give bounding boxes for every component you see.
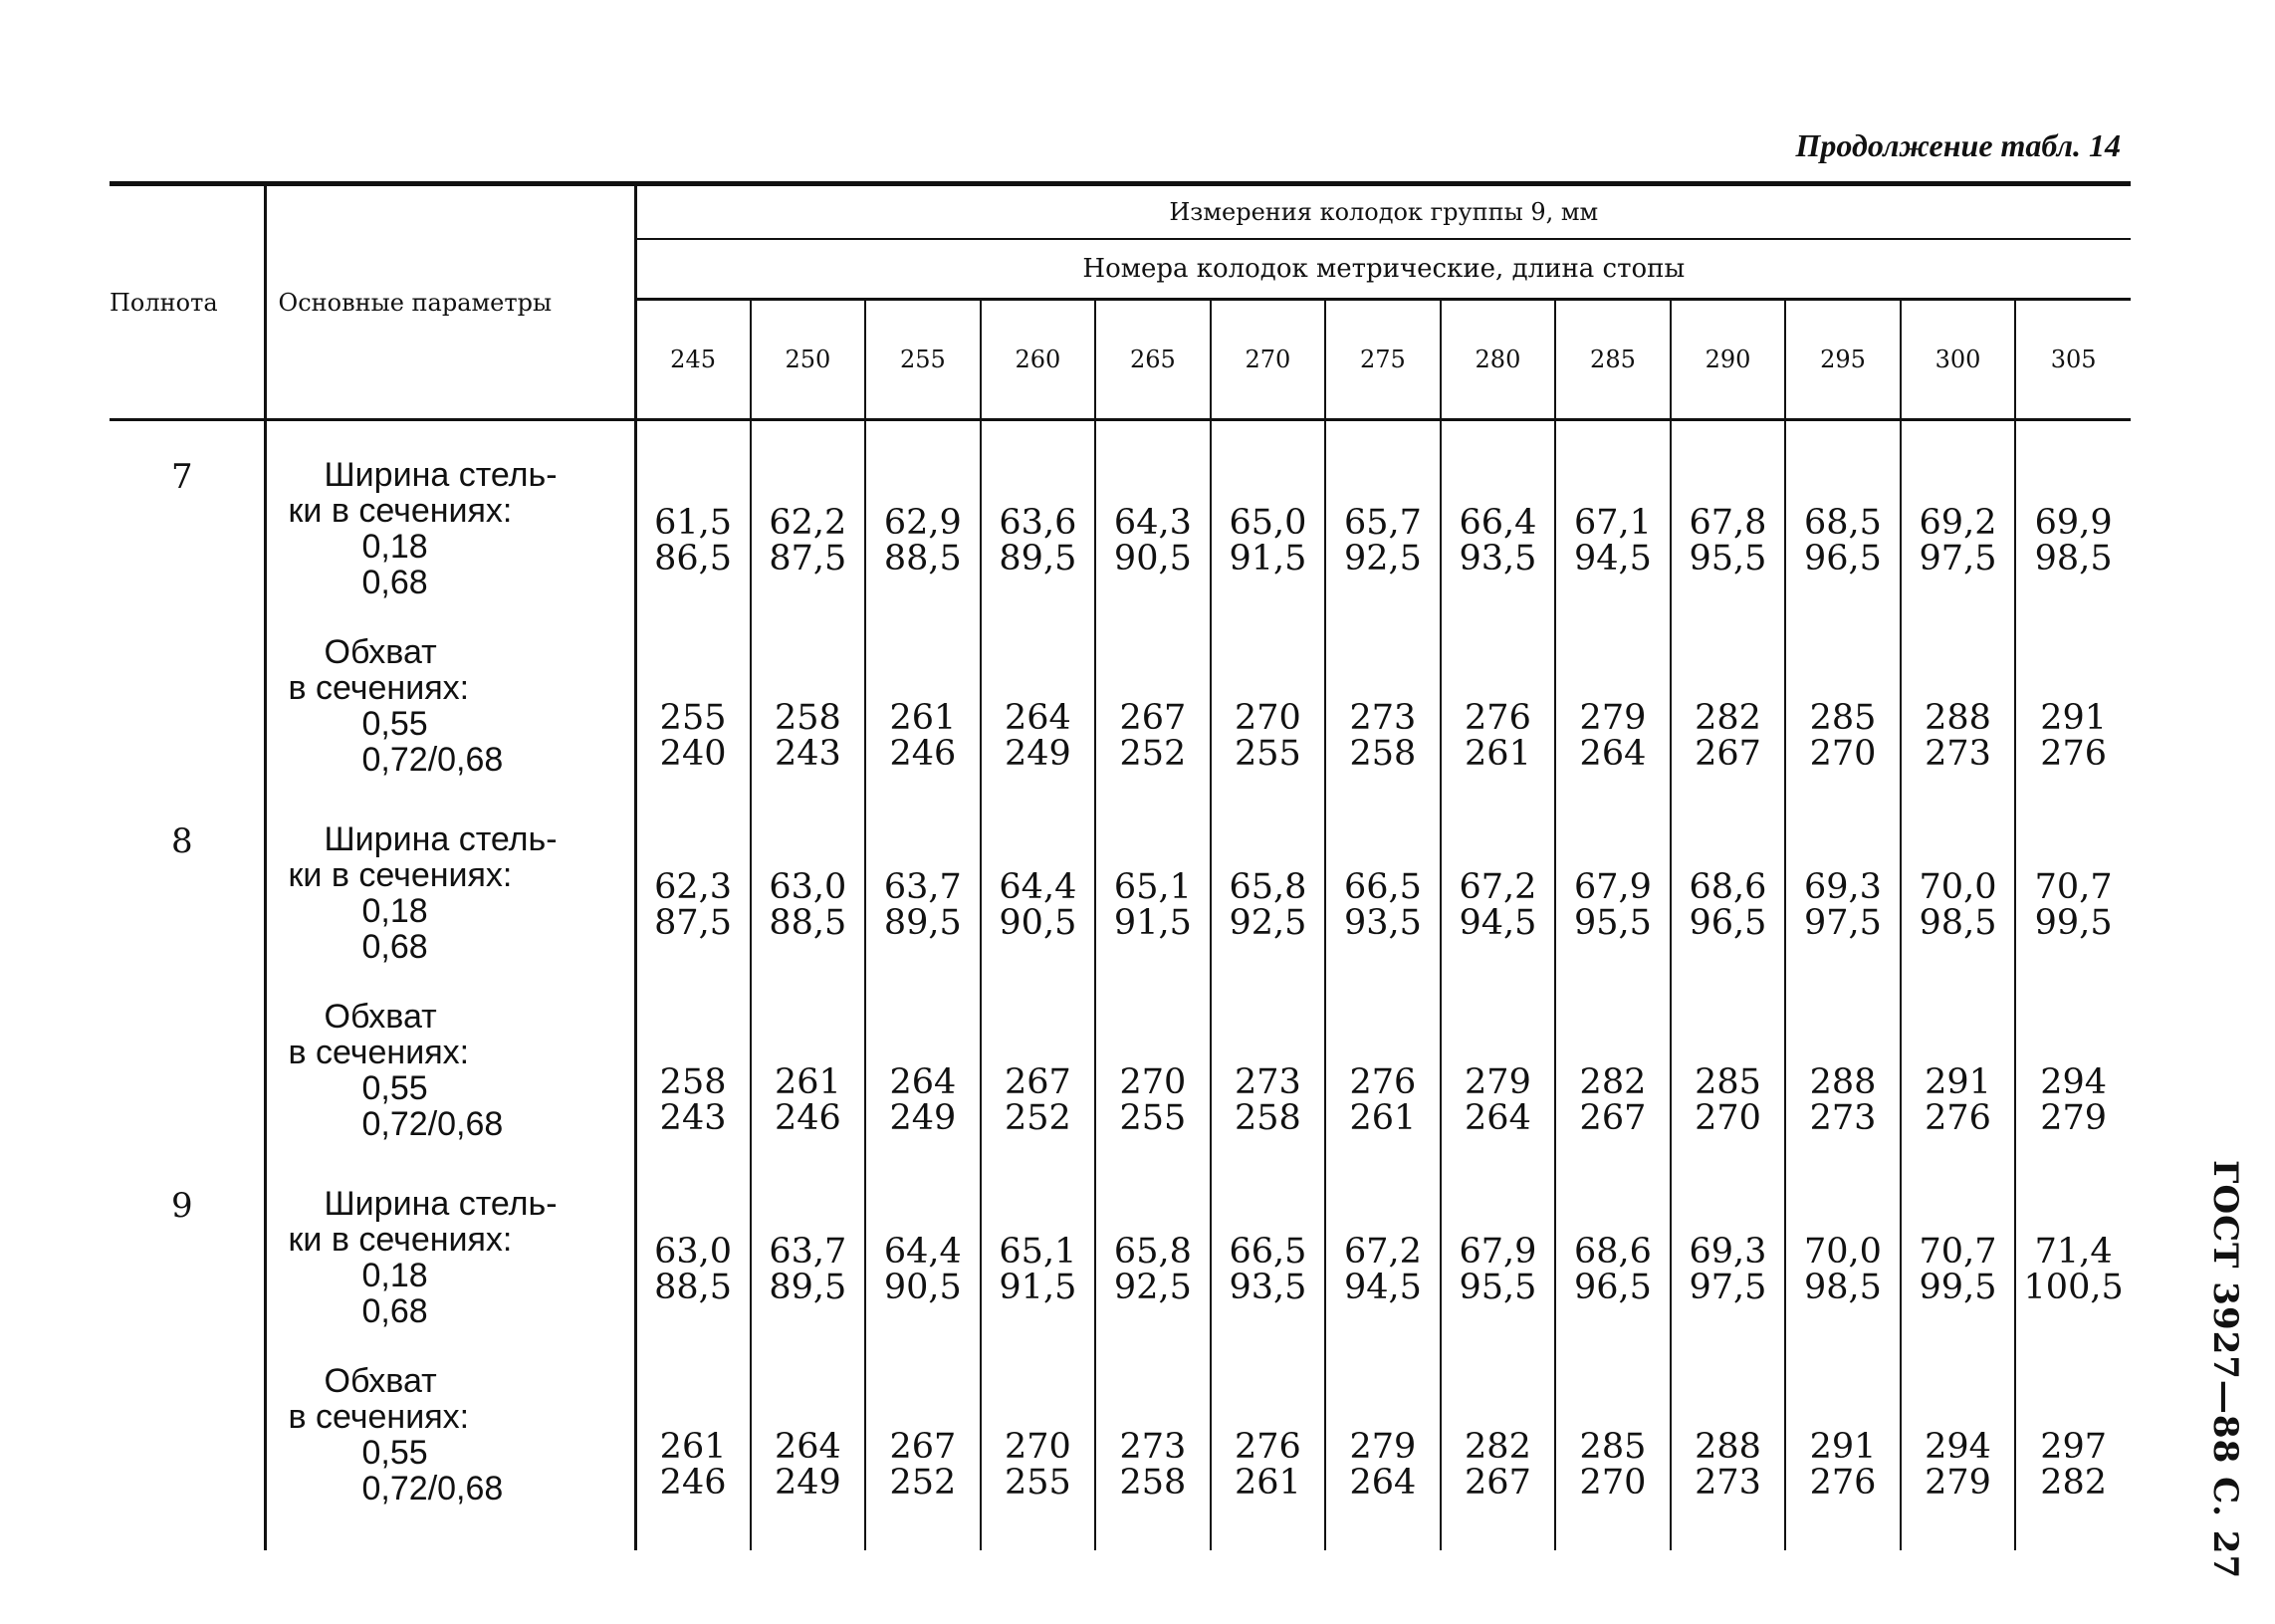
value-text: 261 (1465, 734, 1531, 774)
value-text: 95,5 (1573, 903, 1652, 943)
value-text: 270 (1235, 698, 1301, 738)
value-text: 294 (2040, 1062, 2108, 1102)
value-text: 67,8 (1689, 503, 1767, 543)
value-cell (1441, 634, 1556, 821)
value-text: 67,2 (1459, 867, 1537, 907)
value-text: 267 (1695, 734, 1761, 774)
value-text: 261 (1235, 1463, 1301, 1503)
value-text: 63,0 (769, 867, 847, 907)
value-text: 258 (1235, 1098, 1301, 1138)
value-cell (1555, 1186, 1671, 1363)
value-cell (1325, 420, 1441, 635)
param-line: ки в сечениях: (288, 492, 513, 530)
value-text: 249 (889, 1098, 957, 1138)
param-line: 0,68 (361, 928, 428, 966)
value-text: 98,5 (1804, 1268, 1882, 1307)
header-sub-title: Номера колодок метрические, длина стопы (635, 239, 2131, 300)
value-text: 67,9 (1573, 867, 1652, 907)
size-cell: 290 (1671, 300, 1786, 420)
value-text: 243 (659, 1098, 727, 1138)
value-text: 70,7 (2034, 867, 2113, 907)
param-line: 0,72/0,68 (361, 1105, 504, 1143)
value-text: 70,7 (1919, 1232, 1997, 1272)
value-cell (1441, 821, 1556, 999)
value-cell (1671, 821, 1786, 999)
value-cell (1901, 1363, 2016, 1550)
value-text: 68,6 (1573, 1232, 1652, 1272)
value-text: 96,5 (1573, 1268, 1652, 1307)
value-text: 276 (1235, 1427, 1301, 1467)
value-text: 258 (1119, 1463, 1187, 1503)
value-cell (1671, 420, 1786, 635)
value-cell (1095, 821, 1211, 999)
table-row-width (110, 420, 2131, 635)
value-text: 291 (1925, 1062, 1991, 1102)
value-text: 267 (1119, 698, 1187, 738)
size-cell: 285 (1555, 300, 1671, 420)
value-text: 65,1 (999, 1232, 1077, 1272)
value-text: 288 (1809, 1062, 1877, 1102)
value-text: 276 (1925, 1098, 1991, 1138)
value-cell (981, 634, 1096, 821)
polnota-cell: 8 (110, 821, 265, 1186)
param-width-cell (265, 420, 635, 635)
value-text: 69,2 (1919, 503, 1997, 543)
value-cell (1325, 1186, 1441, 1363)
value-cell (1785, 420, 1901, 635)
value-text: 279 (1349, 1427, 1417, 1467)
value-text: 96,5 (1804, 539, 1882, 579)
value-cell (1325, 821, 1441, 999)
value-text: 264 (889, 1062, 957, 1102)
value-text: 267 (1465, 1463, 1531, 1503)
standard-page-code: ГОСТ 3927—88 С. 27 (2205, 1160, 2245, 1580)
value-text: 98,5 (1919, 903, 1997, 943)
table-row-girth (110, 1363, 2131, 1550)
value-text: 267 (1579, 1098, 1647, 1138)
value-cell (1325, 1363, 1441, 1550)
value-cell (1441, 420, 1556, 635)
value-text: 255 (1119, 1098, 1187, 1138)
value-cell (1785, 1186, 1901, 1363)
value-cell (1211, 1186, 1326, 1363)
value-cell (1901, 1186, 2016, 1363)
value-text: 66,4 (1459, 503, 1537, 543)
value-cell (1555, 1363, 1671, 1550)
value-text: 65,8 (1113, 1232, 1192, 1272)
size-cell: 300 (1901, 300, 2016, 420)
size-cell: 260 (981, 300, 1096, 420)
value-text: 276 (1349, 1062, 1417, 1102)
size-cell: 255 (865, 300, 981, 420)
value-cell (1555, 420, 1671, 635)
value-cell (635, 420, 751, 635)
param-line: 0,18 (361, 528, 428, 566)
value-cell (635, 999, 751, 1186)
value-text: 92,5 (1343, 539, 1422, 579)
value-text: 93,5 (1343, 903, 1422, 943)
value-text: 264 (1465, 1098, 1531, 1138)
value-text: 267 (1004, 1062, 1071, 1102)
size-cell: 305 (2015, 300, 2131, 420)
value-cell (1211, 999, 1326, 1186)
value-text: 68,6 (1689, 867, 1767, 907)
value-text: 63,6 (999, 503, 1077, 543)
value-text: 67,1 (1573, 503, 1652, 543)
size-cell: 270 (1211, 300, 1326, 420)
value-text: 97,5 (1919, 539, 1997, 579)
value-cell (981, 999, 1096, 1186)
value-text: 255 (1004, 1463, 1071, 1503)
value-text: 71,4 (2034, 1232, 2113, 1272)
value-cell (2015, 1186, 2131, 1363)
value-cell (1671, 1363, 1786, 1550)
value-text: 90,5 (883, 1268, 962, 1307)
value-text: 276 (2040, 734, 2108, 774)
value-cell (981, 821, 1096, 999)
polnota-cell: 9 (110, 1186, 265, 1550)
value-cell (1671, 634, 1786, 821)
value-text: 90,5 (999, 903, 1077, 943)
value-text: 91,5 (1229, 539, 1307, 579)
value-text: 86,5 (654, 539, 733, 579)
value-text: 261 (659, 1427, 727, 1467)
value-cell (865, 821, 981, 999)
value-text: 63,7 (883, 867, 962, 907)
value-text: 97,5 (1689, 1268, 1767, 1307)
header-group-title: Измерения колодок группы 9, мм (635, 184, 2131, 240)
param-line: ки в сечениях: (288, 1221, 513, 1259)
value-cell (1095, 1363, 1211, 1550)
value-cell (1095, 999, 1211, 1186)
value-cell (635, 821, 751, 999)
value-text: 94,5 (1343, 1268, 1422, 1307)
value-text: 98,5 (2034, 539, 2113, 579)
value-cell (865, 634, 981, 821)
value-text: 252 (1119, 734, 1187, 774)
param-line: Ширина стель- (324, 820, 558, 858)
value-text: 282 (1579, 1062, 1647, 1102)
dimensions-table-wrap (110, 181, 2131, 1550)
value-text: 64,3 (1113, 503, 1192, 543)
param-line: в сечениях: (288, 1398, 470, 1436)
param-line: 0,55 (361, 1434, 428, 1472)
value-cell (2015, 1363, 2131, 1550)
value-cell (1441, 1186, 1556, 1363)
value-text: 270 (1809, 734, 1877, 774)
value-cell (751, 1363, 866, 1550)
param-line: 0,18 (361, 1257, 428, 1294)
param-line: 0,68 (361, 564, 428, 601)
value-cell (1555, 821, 1671, 999)
value-text: 279 (1925, 1463, 1991, 1503)
value-text: 94,5 (1459, 903, 1537, 943)
value-text: 69,3 (1689, 1232, 1767, 1272)
value-cell (865, 420, 981, 635)
size-cell: 275 (1325, 300, 1441, 420)
value-text: 88,5 (883, 539, 962, 579)
value-cell (981, 1363, 1096, 1550)
value-cell (1671, 999, 1786, 1186)
value-text: 285 (1579, 1427, 1647, 1467)
value-text: 270 (1004, 1427, 1071, 1467)
value-cell (981, 420, 1096, 635)
value-cell (865, 1363, 981, 1550)
value-text: 88,5 (769, 903, 847, 943)
value-cell (1901, 821, 2016, 999)
value-cell (1785, 821, 1901, 999)
value-text: 62,9 (883, 503, 962, 543)
value-cell (635, 634, 751, 821)
param-girth-cell (265, 634, 635, 821)
value-cell (2015, 420, 2131, 635)
size-cell: 245 (635, 300, 751, 420)
value-cell (1901, 634, 2016, 821)
value-text: 99,5 (2034, 903, 2113, 943)
value-text: 249 (774, 1463, 841, 1503)
header-polnota: Полнота (110, 184, 265, 420)
value-text: 291 (2040, 698, 2108, 738)
table-body (110, 420, 2131, 1551)
value-text: 264 (1349, 1463, 1417, 1503)
value-text: 87,5 (769, 539, 847, 579)
value-text: 273 (1809, 1098, 1877, 1138)
value-text: 95,5 (1689, 539, 1767, 579)
value-text: 273 (1925, 734, 1991, 774)
value-cell (1785, 634, 1901, 821)
header-params: Основные параметры (265, 184, 635, 420)
value-cell (1325, 634, 1441, 821)
value-cell (1211, 420, 1326, 635)
value-text: 69,3 (1804, 867, 1882, 907)
value-cell (1211, 1363, 1326, 1550)
value-text: 91,5 (1113, 903, 1192, 943)
value-text: 282 (1695, 698, 1761, 738)
value-text: 88,5 (654, 1268, 733, 1307)
value-text: 276 (1465, 698, 1531, 738)
value-cell (865, 1186, 981, 1363)
param-line: Обхват (324, 633, 437, 671)
value-text: 93,5 (1229, 1268, 1307, 1307)
value-cell (1785, 999, 1901, 1186)
polnota-cell: 7 (110, 420, 265, 822)
param-line: в сечениях: (288, 669, 470, 707)
value-text: 285 (1809, 698, 1877, 738)
value-text: 255 (1235, 734, 1301, 774)
value-text: 249 (1004, 734, 1071, 774)
value-cell (1555, 999, 1671, 1186)
value-text: 297 (2040, 1427, 2108, 1467)
value-cell (1441, 999, 1556, 1186)
value-text: 279 (2040, 1098, 2108, 1138)
table-row-width (110, 1186, 2131, 1363)
value-text: 63,7 (769, 1232, 847, 1272)
param-line: Ширина стель- (324, 456, 558, 494)
param-line: 0,72/0,68 (361, 741, 504, 779)
value-cell (1095, 420, 1211, 635)
value-text: 258 (1349, 734, 1417, 774)
value-text: 89,5 (769, 1268, 847, 1307)
value-text: 264 (1004, 698, 1071, 738)
value-text: 258 (774, 698, 841, 738)
value-cell (2015, 821, 2131, 999)
value-cell (751, 821, 866, 999)
value-text: 89,5 (883, 903, 962, 943)
value-text: 276 (1809, 1463, 1877, 1503)
value-text: 273 (1119, 1427, 1187, 1467)
value-cell (2015, 999, 2131, 1186)
value-text: 65,8 (1229, 867, 1307, 907)
param-line: Ширина стель- (324, 1185, 558, 1223)
param-line: Обхват (324, 998, 437, 1036)
value-text: 70,0 (1919, 867, 1997, 907)
value-text: 240 (659, 734, 727, 774)
value-text: 246 (889, 734, 957, 774)
value-text: 99,5 (1919, 1268, 1997, 1307)
param-width-cell (265, 1186, 635, 1363)
size-cell: 280 (1441, 300, 1556, 420)
table-continuation-caption: Продолжение табл. 14 (1795, 127, 2121, 163)
value-text: 273 (1349, 698, 1417, 738)
value-text: 63,0 (654, 1232, 733, 1272)
value-cell (1211, 821, 1326, 999)
value-text: 282 (2040, 1463, 2108, 1503)
value-text: 261 (889, 698, 957, 738)
value-cell (1901, 999, 2016, 1186)
value-text: 70,0 (1804, 1232, 1882, 1272)
value-text: 246 (659, 1463, 727, 1503)
value-text: 93,5 (1459, 539, 1537, 579)
table-row-girth (110, 999, 2131, 1186)
value-text: 288 (1925, 698, 1991, 738)
value-text: 68,5 (1804, 503, 1882, 543)
value-text: 270 (1579, 1463, 1647, 1503)
value-text: 270 (1695, 1098, 1761, 1138)
value-text: 87,5 (654, 903, 733, 943)
value-text: 285 (1695, 1062, 1761, 1102)
value-text: 66,5 (1343, 867, 1422, 907)
value-text: 252 (889, 1463, 957, 1503)
value-text: 62,3 (654, 867, 733, 907)
value-cell (751, 999, 866, 1186)
param-line: 0,18 (361, 892, 428, 930)
value-text: 270 (1119, 1062, 1187, 1102)
value-text: 246 (774, 1098, 841, 1138)
value-text: 264 (1579, 734, 1647, 774)
value-text: 96,5 (1689, 903, 1767, 943)
value-text: 64,4 (883, 1232, 962, 1272)
value-text: 64,4 (999, 867, 1077, 907)
value-text: 100,5 (2023, 1268, 2124, 1307)
value-cell (635, 1186, 751, 1363)
value-text: 65,7 (1343, 503, 1422, 543)
value-text: 255 (659, 698, 727, 738)
value-text: 94,5 (1573, 539, 1652, 579)
value-cell (1671, 1186, 1786, 1363)
value-cell (751, 420, 866, 635)
value-cell (1901, 420, 2016, 635)
value-cell (1441, 1363, 1556, 1550)
value-text: 69,9 (2034, 503, 2113, 543)
param-line: Обхват (324, 1362, 437, 1400)
value-text: 97,5 (1804, 903, 1882, 943)
value-text: 258 (659, 1062, 727, 1102)
value-text: 92,5 (1229, 903, 1307, 943)
value-text: 252 (1004, 1098, 1071, 1138)
value-text: 291 (1809, 1427, 1877, 1467)
value-cell (751, 1186, 866, 1363)
value-text: 261 (774, 1062, 841, 1102)
value-text: 91,5 (999, 1268, 1077, 1307)
param-line: ки в сечениях: (288, 856, 513, 894)
size-cell: 265 (1095, 300, 1211, 420)
value-cell (2015, 634, 2131, 821)
value-cell (1095, 634, 1211, 821)
value-cell (1211, 634, 1326, 821)
value-cell (1785, 1363, 1901, 1550)
value-text: 279 (1579, 698, 1647, 738)
value-text: 89,5 (999, 539, 1077, 579)
value-text: 90,5 (1113, 539, 1192, 579)
value-cell (751, 634, 866, 821)
value-text: 264 (774, 1427, 841, 1467)
value-text: 95,5 (1459, 1268, 1537, 1307)
value-cell (865, 999, 981, 1186)
param-line: 0,55 (361, 1069, 428, 1107)
size-cell: 295 (1785, 300, 1901, 420)
value-cell (635, 1363, 751, 1550)
table-row-girth (110, 634, 2131, 821)
value-text: 294 (1925, 1427, 1991, 1467)
value-text: 67,9 (1459, 1232, 1537, 1272)
size-cell: 250 (751, 300, 866, 420)
dimensions-table (110, 181, 2131, 1550)
param-girth-cell (265, 1363, 635, 1550)
param-girth-cell (265, 999, 635, 1186)
value-text: 279 (1465, 1062, 1531, 1102)
header-row-group (110, 184, 2131, 240)
value-text: 273 (1695, 1463, 1761, 1503)
value-cell (1325, 999, 1441, 1186)
param-width-cell (265, 821, 635, 999)
value-text: 243 (774, 734, 841, 774)
value-text: 62,2 (769, 503, 847, 543)
param-line: 0,68 (361, 1292, 428, 1330)
param-line: в сечениях: (288, 1034, 470, 1071)
value-cell (1095, 1186, 1211, 1363)
value-text: 61,5 (654, 503, 733, 543)
value-text: 66,5 (1229, 1232, 1307, 1272)
value-text: 273 (1235, 1062, 1301, 1102)
value-text: 92,5 (1113, 1268, 1192, 1307)
value-text: 65,0 (1229, 503, 1307, 543)
param-line: 0,55 (361, 705, 428, 743)
value-text: 65,1 (1113, 867, 1192, 907)
value-text: 288 (1695, 1427, 1761, 1467)
value-text: 67,2 (1343, 1232, 1422, 1272)
value-cell (981, 1186, 1096, 1363)
param-line: 0,72/0,68 (361, 1470, 504, 1508)
value-cell (1555, 634, 1671, 821)
value-text: 261 (1349, 1098, 1417, 1138)
value-text: 282 (1465, 1427, 1531, 1467)
value-text: 267 (889, 1427, 957, 1467)
table-row-width (110, 821, 2131, 999)
